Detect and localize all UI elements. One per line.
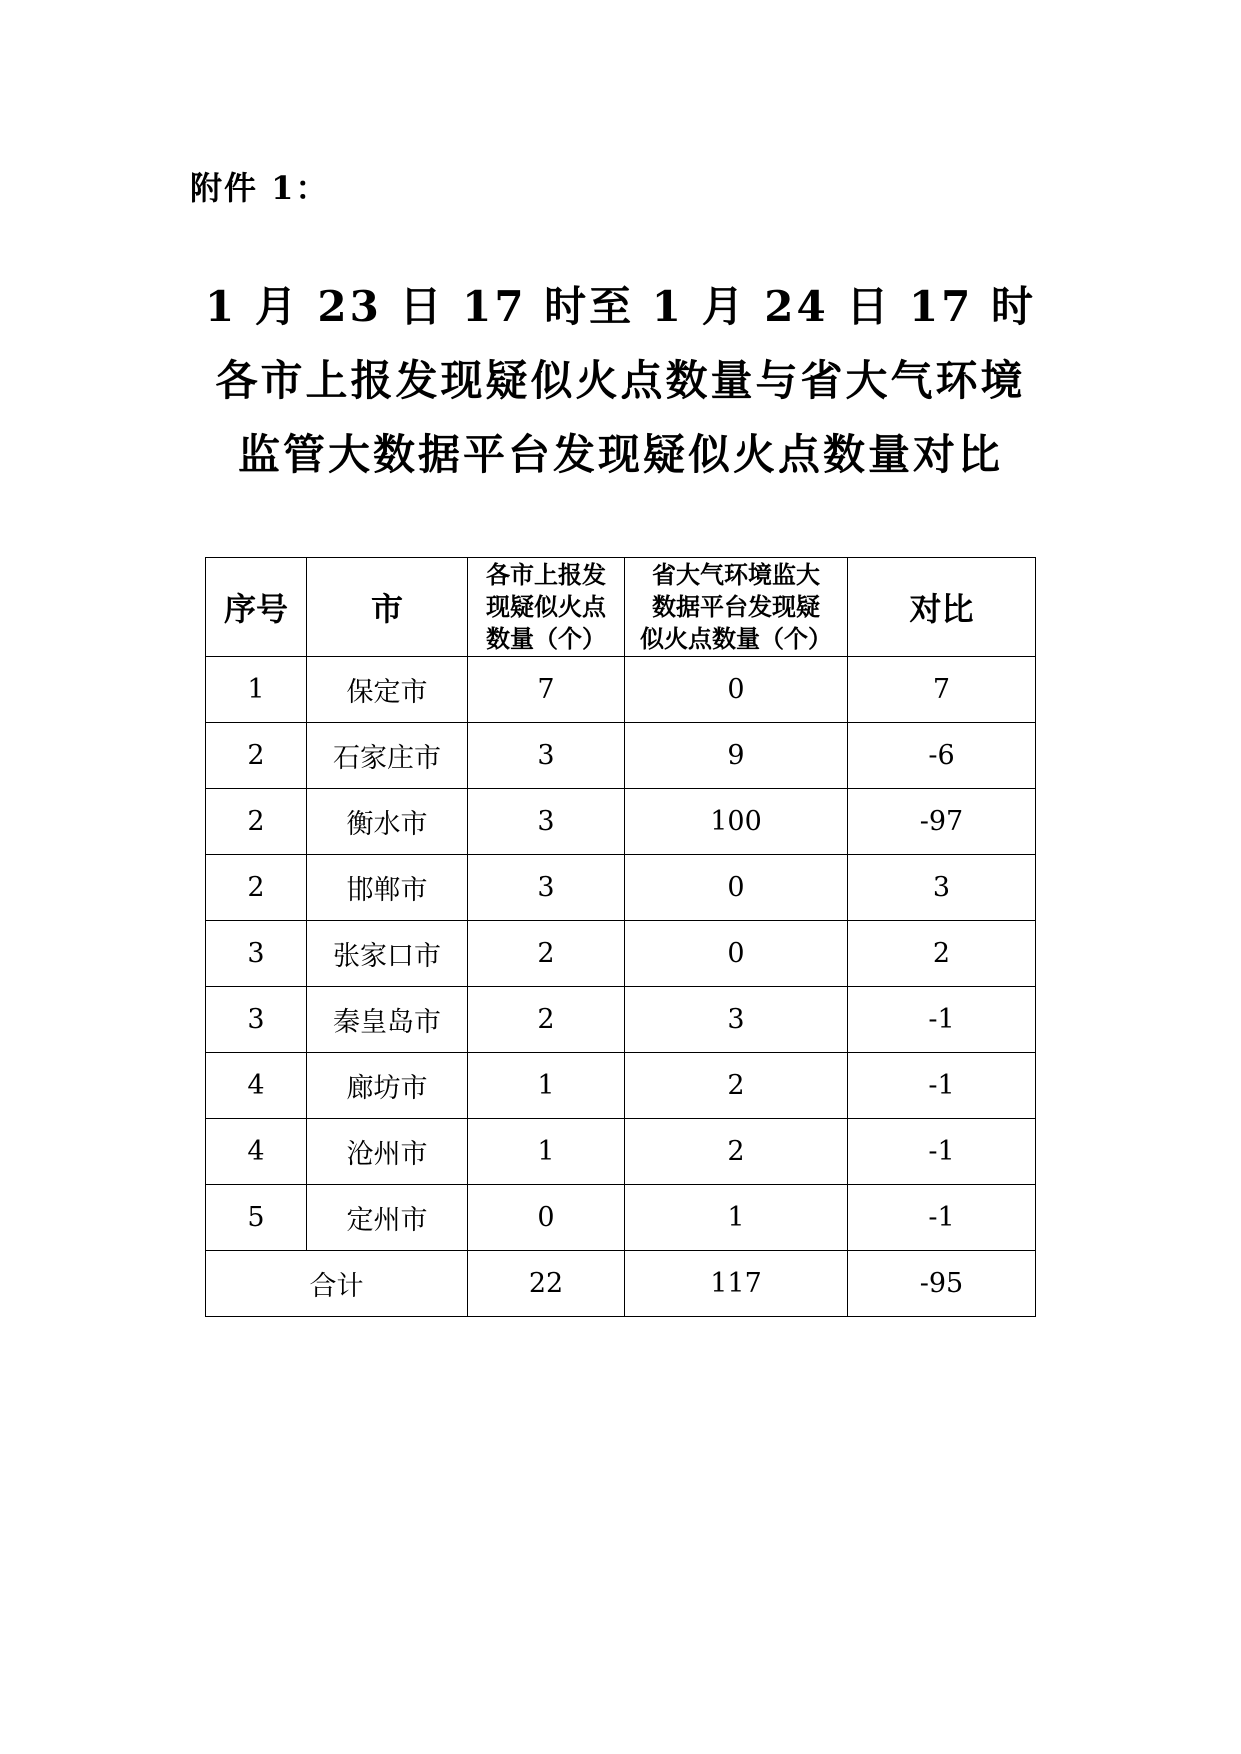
cell-city: 沧州市 bbox=[307, 1119, 468, 1185]
header-reported-line: 各市上报发 bbox=[486, 560, 606, 589]
table-row bbox=[206, 789, 1036, 855]
header-diff: 对比 bbox=[848, 558, 1036, 657]
cell-city: 张家口市 bbox=[307, 921, 468, 987]
cell-seq: 5 bbox=[206, 1185, 307, 1251]
cell-diff: -1 bbox=[848, 1119, 1036, 1185]
cell-seq: 3 bbox=[206, 921, 307, 987]
title-line-3: 监管大数据平台发现疑似火点数量对比 bbox=[237, 430, 1003, 479]
cell-diff: 2 bbox=[848, 921, 1036, 987]
header-platform-line: 数据平台发现疑 bbox=[652, 592, 820, 621]
cell-seq: 4 bbox=[206, 1119, 307, 1185]
table-row bbox=[206, 723, 1036, 789]
header-platform bbox=[625, 558, 848, 657]
header-seq: 序号 bbox=[206, 558, 307, 657]
cell-seq: 2 bbox=[206, 789, 307, 855]
annex-label: 附件 1： bbox=[190, 169, 330, 207]
cell-reported: 3 bbox=[468, 789, 625, 855]
table-row bbox=[206, 1053, 1036, 1119]
title-line-2: 各市上报发现疑似火点数量与省大气环境 bbox=[215, 356, 1026, 405]
table-row bbox=[206, 855, 1036, 921]
cell-reported: 7 bbox=[468, 657, 625, 723]
cell-city: 衡水市 bbox=[307, 789, 468, 855]
cell-diff: 7 bbox=[848, 657, 1036, 723]
cell-platform: 1 bbox=[625, 1185, 848, 1251]
cell-platform: 2 bbox=[625, 1053, 848, 1119]
cell-seq: 3 bbox=[206, 987, 307, 1053]
cell-diff: -1 bbox=[848, 987, 1036, 1053]
table-row bbox=[206, 1185, 1036, 1251]
cell-seq: 2 bbox=[206, 723, 307, 789]
title-line-1: 1 月 23 日 17 时至 1 月 24 日 17 时 bbox=[204, 282, 1037, 331]
cell-reported: 2 bbox=[468, 987, 625, 1053]
cell-city: 邯郸市 bbox=[307, 855, 468, 921]
header-platform-line: 省大气环境监大 bbox=[652, 560, 820, 589]
cell-city: 保定市 bbox=[307, 657, 468, 723]
cell-seq: 4 bbox=[206, 1053, 307, 1119]
cell-platform: 0 bbox=[625, 921, 848, 987]
total-platform: 117 bbox=[625, 1251, 848, 1317]
header-reported-line: 数量（个） bbox=[486, 624, 606, 653]
cell-reported: 3 bbox=[468, 723, 625, 789]
header-reported-line: 现疑似火点 bbox=[486, 592, 606, 621]
cell-seq: 2 bbox=[206, 855, 307, 921]
cell-platform: 9 bbox=[625, 723, 848, 789]
comparison-table bbox=[205, 557, 1036, 1317]
cell-reported: 1 bbox=[468, 1119, 625, 1185]
table-header-row bbox=[206, 558, 1036, 657]
cell-platform: 100 bbox=[625, 789, 848, 855]
cell-platform: 2 bbox=[625, 1119, 848, 1185]
document-title bbox=[0, 270, 1241, 492]
table-total-row bbox=[206, 1251, 1036, 1317]
cell-diff: -1 bbox=[848, 1185, 1036, 1251]
header-platform-line: 似火点数量（个） bbox=[640, 624, 832, 653]
cell-platform: 3 bbox=[625, 987, 848, 1053]
total-diff: -95 bbox=[848, 1251, 1036, 1317]
cell-seq: 1 bbox=[206, 657, 307, 723]
total-label: 合计 bbox=[206, 1251, 468, 1317]
cell-city: 秦皇岛市 bbox=[307, 987, 468, 1053]
cell-diff: -97 bbox=[848, 789, 1036, 855]
cell-reported: 0 bbox=[468, 1185, 625, 1251]
cell-diff: 3 bbox=[848, 855, 1036, 921]
cell-city: 廊坊市 bbox=[307, 1053, 468, 1119]
cell-platform: 0 bbox=[625, 855, 848, 921]
header-city: 市 bbox=[307, 558, 468, 657]
total-reported: 22 bbox=[468, 1251, 625, 1317]
cell-diff: -6 bbox=[848, 723, 1036, 789]
cell-reported: 3 bbox=[468, 855, 625, 921]
table-row bbox=[206, 1119, 1036, 1185]
cell-city: 石家庄市 bbox=[307, 723, 468, 789]
cell-reported: 2 bbox=[468, 921, 625, 987]
table-row bbox=[206, 657, 1036, 723]
cell-platform: 0 bbox=[625, 657, 848, 723]
cell-reported: 1 bbox=[468, 1053, 625, 1119]
cell-diff: -1 bbox=[848, 1053, 1036, 1119]
cell-city: 定州市 bbox=[307, 1185, 468, 1251]
header-reported bbox=[468, 558, 625, 657]
table-row bbox=[206, 987, 1036, 1053]
table-row bbox=[206, 921, 1036, 987]
